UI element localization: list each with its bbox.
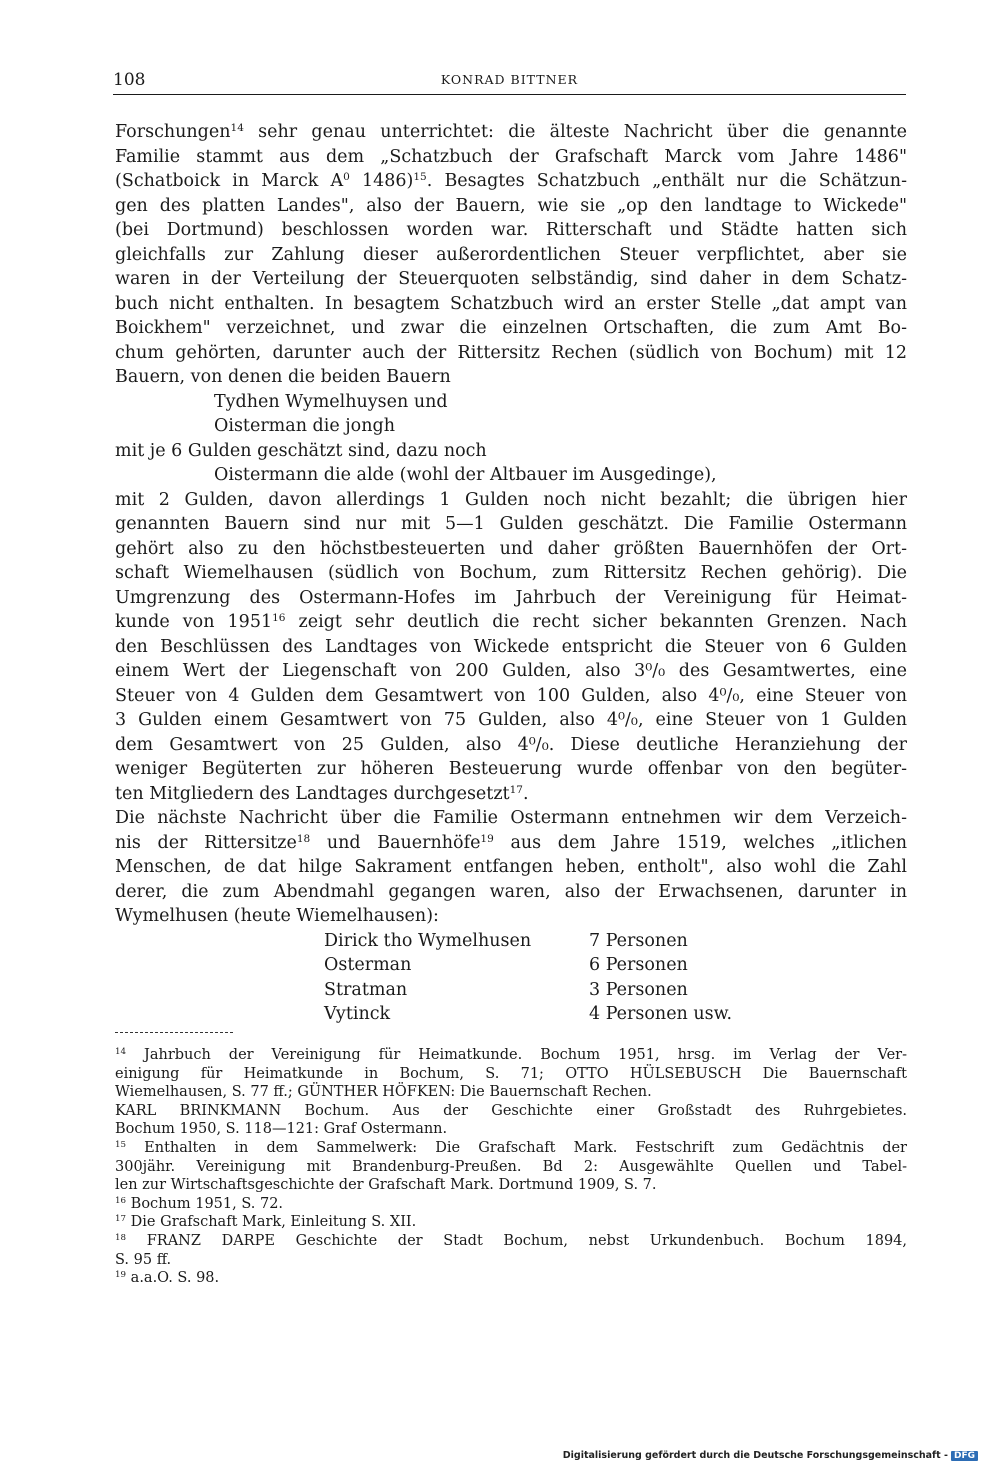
footnote-15: $^{15}$ Enthalten in dem Sammelwerk: Die Grafschaft Mark. Festschrift zum Gedächtnis der <box>115 1139 907 1156</box>
text-line: Menschen, de dat hilge Sakrament entfangen heben, entholt", also wohl die Zahl <box>115 857 907 877</box>
text-line: gehört also zu den höchstbesteuerten und daher größten Bauernhöfen der Ort- <box>115 538 907 559</box>
footnote-line: KARL BRINKMANN Bochum. Aus der Geschichte einer Großstadt des Ruhrgebietes. <box>115 1102 907 1119</box>
footnote-line: S. 95 ff. <box>115 1251 172 1268</box>
footnote-line: len zur Wirtschaftsgeschichte der Grafschaft Mark. Dortmund 1909, S. 7. <box>115 1177 657 1194</box>
credit-text: Digitalisierung gefördert durch die Deutsche Forschungsgemeinschaft - <box>562 1450 948 1461</box>
page-header <box>113 70 906 95</box>
text-line: kunde von 1951$^{16}$ zeigt sehr deutlich die recht sicher bekannten Grenzen. Nach <box>115 612 907 632</box>
text-line: gen des platten Landes", also der Bauern, wie sie „op den landtage to Wickede" <box>115 195 907 216</box>
footnote-ref[interactable]: 15 <box>413 171 427 184</box>
footnote-divider <box>115 1032 233 1033</box>
text-line: mit 2 Gulden, davon allerdings 1 Gulden noch nicht bezahlt; die übrigen hier <box>115 489 907 510</box>
table-row <box>324 953 732 978</box>
footnote-line: 300jähr. Vereinigung mit Brandenburg-Preußen. Bd 2: Ausgewählte Quellen und Tabel- <box>115 1158 907 1175</box>
text-line: buch nicht enthalten. In besagtem Schatzbuch wird an erster Stelle „dat ampt van <box>115 293 907 314</box>
text-line: Wymelhusen (heute Wiemelhausen): <box>115 906 439 926</box>
digitization-credit <box>563 1450 978 1461</box>
text-line: schaft Wiemelhausen (südlich von Bochum, zum Rittersitz Rechen gehörig). Die <box>115 563 907 583</box>
person-count: 7 Personen <box>589 930 688 951</box>
text-line: Oisterman die jongh <box>214 416 395 436</box>
text-line: 3 Gulden einem Gesamtwert von 75 Gulden, also 4⁰/₀, eine Steuer von 1 Gulden <box>115 710 907 730</box>
page-number: 108 <box>113 70 146 90</box>
footnote-ref[interactable]: 14 <box>230 122 244 135</box>
text-line: ten Mitgliedern des Landtages durchgesetzt$^{17}$. <box>115 783 529 804</box>
text-line: mit je 6 Gulden geschätzt sind, dazu noch <box>115 440 487 461</box>
table-row <box>324 978 732 1003</box>
footnote-line: einigung für Heimatkunde in Bochum, S. 71; OTTO HÜLSEBUSCH Die Bauernschaft <box>115 1065 907 1082</box>
text-line: (bei Dortmund) beschlossen worden war. Ritterschaft und Städte hatten sich <box>115 220 907 240</box>
person-name: Osterman <box>324 955 412 975</box>
text-line: waren in der Verteilung der Steuerquoten selbständig, sind daher in dem Schatz- <box>115 269 907 289</box>
text-line: weniger Begüterten zur höheren Besteuerung wurde offenbar von den begüter- <box>115 759 907 779</box>
person-name: Stratman <box>324 979 408 1000</box>
text-line: genannten Bauern sind nur mit 5—1 Gulden geschätzt. Die Familie Ostermann <box>115 514 907 534</box>
footnote-ref[interactable]: 19 <box>480 832 494 845</box>
footnote-16: $^{16}$ Bochum 1951, S. 72. <box>115 1195 284 1212</box>
person-count: 6 Personen <box>589 955 688 975</box>
person-count: 4 Personen usw. <box>589 1004 733 1024</box>
text-line: dem Gesamtwert von 25 Gulden, also 4⁰/₀. Diese deutliche Heranziehung der <box>115 734 907 755</box>
text-line: Boickhem" verzeichnet, und zwar die einzelnen Ortschaften, die zum Amt Bo- <box>115 318 907 338</box>
table-row <box>324 1002 732 1027</box>
text-line: derer, die zum Abendmahl gegangen waren, also der Erwachsenen, darunter in <box>115 881 907 902</box>
text-line: Familie stammt aus dem „Schatzbuch der Grafschaft Marck vom Jahre 1486" <box>115 146 907 167</box>
footnote-17: $^{17}$ Die Grafschaft Mark, Einleitung S. XII. <box>115 1214 417 1231</box>
running-head: KONRAD BITTNER <box>440 72 579 87</box>
footnote-18: $^{18}$ FRANZ DARPE Geschichte der Stadt Bochum, nebst Urkundenbuch. Bochum 1894, <box>115 1232 907 1249</box>
footnote-ref[interactable]: 17 <box>509 783 523 796</box>
person-count: 3 Personen <box>589 979 688 1000</box>
text-line: Die nächste Nachricht über die Familie Ostermann entnehmen wir dem Verzeich- <box>115 808 907 828</box>
text-line: Bauern, von denen die beiden Bauern <box>115 367 451 387</box>
person-name: Dirick tho Wymelhusen <box>324 930 532 951</box>
dfg-logo: DFG <box>951 1451 978 1461</box>
text-line: nis der Rittersitze$^{18}$ und Bauernhöfe$^{19}$ aus dem Jahre 1519, welches „itlichen <box>115 832 907 853</box>
text-line: Tydhen Wymelhuysen und <box>214 391 448 412</box>
footnote-line: Wiemelhausen, S. 77 ff.; GÜNTHER HÖFKEN: Die Bauernschaft Rechen. <box>115 1084 652 1101</box>
text-line: chum gehörten, darunter auch der Rittersitz Rechen (südlich von Bochum) mit 12 <box>115 342 907 363</box>
footnote-ref[interactable]: 16 <box>272 612 286 625</box>
footnote-14: $^{14}$ Jahrbuch der Vereinigung für Heimatkunde. Bochum 1951, hrsg. im Verlag der Ver- <box>115 1047 907 1063</box>
body-text <box>115 120 907 1027</box>
footnote-line: Bochum 1950, S. 118—121: Graf Ostermann. <box>115 1121 448 1138</box>
footnotes <box>115 1046 907 1288</box>
text-line: einem Wert der Liegenschaft von 200 Gulden, also 3⁰/₀ des Gesamtwertes, eine <box>115 661 907 681</box>
table-row <box>324 929 732 954</box>
text-line: Forschungen$^{14}$ sehr genau unterrichtet: die älteste Nachricht über die genannte <box>115 122 907 142</box>
text-line: gleichfalls zur Zahlung dieser außerordentlichen Steuer verpflichtet, aber sie <box>115 244 907 265</box>
text-line: Oistermann die alde (wohl der Altbauer im Ausgedinge), <box>214 465 717 485</box>
footnote-ref[interactable]: 18 <box>296 832 311 845</box>
text-line: den Beschlüssen des Landtages von Wickede entspricht die Steuer von 6 Gulden <box>115 636 907 657</box>
footnote-19: $^{19}$ a.a.O. S. 98. <box>115 1270 220 1287</box>
person-table <box>324 929 732 1027</box>
text-line: (Schatboick in Marck $A^0$ 1486)$^{15}$. Besagtes Schatzbuch „enthält nur die Schätzun- <box>115 171 907 191</box>
text-line: Steuer von 4 Gulden dem Gesamtwert von 100 Gulden, also 4⁰/₀, eine Steuer von <box>115 685 907 706</box>
text-line: Umgrenzung des Ostermann-Hofes im Jahrbuch der Vereinigung für Heimat- <box>115 587 907 608</box>
person-name: Vytinck <box>324 1004 391 1024</box>
